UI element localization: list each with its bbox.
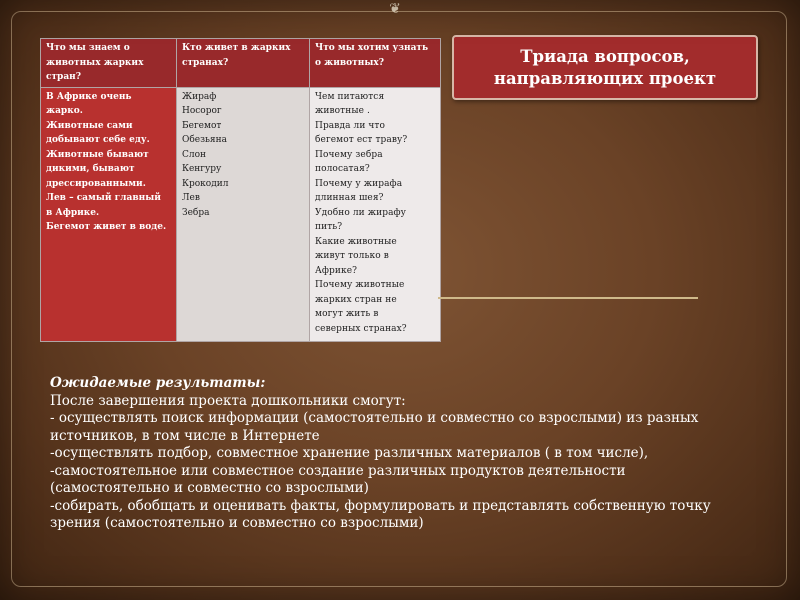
results-line: -собирать, обобщать и оценивать факты, формулировать и представлять собственную точку — [50, 497, 711, 514]
list-item: Почему животные — [315, 280, 405, 290]
fleur-ornament-icon: ❦ — [389, 1, 401, 17]
list-item: Чем питаются — [315, 91, 385, 102]
table-header-row — [41, 39, 441, 88]
list-item: Почему у жирафа — [315, 178, 403, 189]
cell-animals — [177, 87, 310, 341]
slide-title-line-1: Триада вопросов, — [520, 46, 690, 66]
expected-results — [50, 375, 780, 533]
kwl-table — [40, 38, 441, 342]
results-line: - осуществлять поиск информации (самостоятельно и совместно со взрослыми) из разных — [50, 410, 699, 426]
list-item: длинная шея? — [315, 193, 384, 203]
list-item: Лев — [182, 193, 200, 203]
list-item: Какие животные — [315, 236, 397, 247]
results-line: источников, в том числе в Интернете — [50, 427, 320, 444]
slide-title-box — [452, 35, 758, 100]
list-item: Удобно ли жирафу — [315, 207, 407, 218]
list-item: могут жить в — [315, 309, 379, 319]
slide-title-line-2: направляющих проект — [493, 68, 717, 88]
list-item: жарких стран не — [315, 294, 397, 305]
list-item: Обезьяна — [182, 135, 227, 145]
list-item: жарко. — [46, 106, 83, 116]
list-item: животные . — [315, 106, 370, 116]
list-item: Лев – самый главный — [46, 193, 161, 203]
results-line: После завершения проекта дошкольники смогут: — [50, 392, 406, 409]
list-item: Правда ли что — [315, 120, 386, 131]
list-item: в Африке. — [46, 207, 100, 218]
list-item: бегемот ест траву? — [315, 135, 408, 145]
list-item: Зебра — [182, 207, 210, 218]
list-item: Жираф — [182, 91, 217, 102]
results-line: зрения (самостоятельно и совместно со взрослыми) — [50, 515, 424, 531]
list-item: живут только в — [315, 251, 389, 261]
results-heading: Ожидаемые результаты: — [50, 375, 266, 391]
list-item: Бегемот — [182, 120, 222, 131]
list-item: Крокодил — [182, 178, 229, 189]
header-who-lives: Кто живет в жарких странах? — [177, 39, 310, 88]
list-item: Носорог — [182, 106, 222, 116]
list-item: северных странах? — [315, 323, 407, 334]
table-row — [41, 87, 441, 341]
list-item: Животные сами — [46, 120, 133, 131]
header-know: Что мы знаем о животных жарких стран? — [41, 39, 177, 88]
list-item: Слон — [182, 149, 207, 160]
list-item: Бегемот живет в воде. — [46, 222, 167, 232]
list-item: полосатая? — [315, 164, 370, 174]
divider-line — [438, 297, 698, 299]
results-line: (самостоятельно и совместно со взрослыми) — [50, 480, 369, 496]
list-item: В Африке очень — [46, 91, 132, 102]
list-item: Животные бывают — [46, 149, 149, 160]
list-item: пить? — [315, 222, 343, 232]
header-want-to-know: Что мы хотим узнать о животных? — [310, 39, 441, 88]
cell-know — [41, 87, 177, 341]
results-line: -осуществлять подбор, совместное хранение различных материалов ( в том числе), — [50, 445, 649, 461]
cell-questions — [310, 87, 441, 341]
list-item: добывают себе еду. — [46, 135, 150, 145]
list-item: Африке? — [315, 265, 358, 276]
results-line: -самостоятельное или совместное создание различных продуктов деятельности — [50, 462, 626, 479]
list-item: Кенгуру — [182, 164, 222, 174]
list-item: дикими, бывают — [46, 164, 135, 174]
list-item: дрессированными. — [46, 178, 146, 189]
list-item: Почему зебра — [315, 149, 383, 160]
